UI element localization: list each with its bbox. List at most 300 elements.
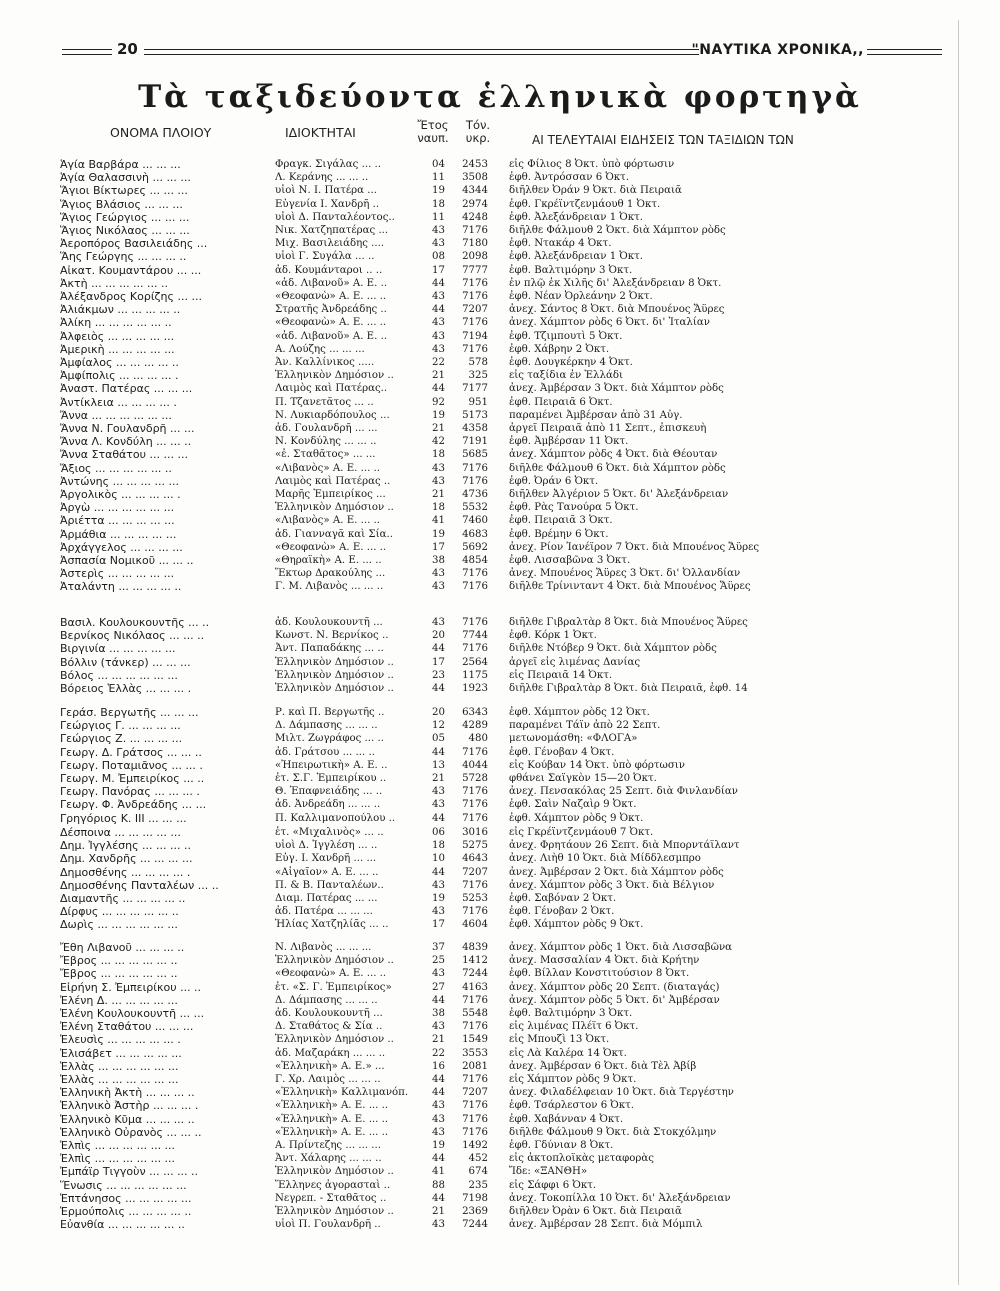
voyage-news: φθάνει Σαϊγκὸν 15—20 Ὀκτ. xyxy=(509,773,657,784)
build-year: 27 xyxy=(432,981,445,993)
tonnage: 2453 xyxy=(462,159,488,170)
voyage-news: ἐφθ. Λισσαβῶνα 3 Ὀκτ. xyxy=(509,555,631,566)
build-year: 13 xyxy=(432,759,445,771)
tonnage: 7207 xyxy=(462,866,488,878)
voyage-news: ἐφθ. Βαλτιμόρην 3 Ὀκτ. xyxy=(509,264,633,276)
ship-name: Ἄννα Ν. Γουλανδρῆ ... ... xyxy=(60,422,195,435)
header-rule-left xyxy=(62,49,112,55)
owner-name: Λαιμὸς καὶ Πατέρας.. xyxy=(275,383,388,395)
owner-name: ἀδ. Ἀνδρεάδη ... ... .. xyxy=(275,799,381,811)
owner-name: υἱοὶ Δ. Πανταλέοντος.. xyxy=(275,211,395,223)
table-row xyxy=(0,356,1000,369)
owner-name: «Λιβανὸς» Α. Ε. ... .. xyxy=(275,462,381,474)
ship-name: Γεώργιος Γ. ... ... ... ... xyxy=(60,719,181,733)
tonnage: 1412 xyxy=(462,955,488,967)
voyage-news: εἰς Λὰ Καλέρα 14 Ὀκτ. xyxy=(509,1047,627,1059)
build-year: 21 xyxy=(432,423,445,434)
owner-name: Δ. Δάμπασης ... ... .. xyxy=(275,720,378,732)
ship-name: Ἄννα Σταθάτου ... ... ... xyxy=(60,448,188,462)
table-row xyxy=(0,682,1000,695)
voyage-news: ἀνεχ. Χάμπτον ρὸδς 4 Ὀκτ. διὰ Θέουταν xyxy=(509,449,718,461)
owner-name: Ἀντ. Χάλαρης ... ... .. xyxy=(275,1153,382,1165)
tonnage: 7176 xyxy=(462,1113,488,1125)
magazine-title: "ΝΑΥΤΙΚΑ ΧΡΟΝΙΚΑ,, xyxy=(691,42,864,58)
table-row xyxy=(0,1179,1000,1192)
ship-name: Γεωργ. Φ. Ἀνδρεάδης ... ... xyxy=(60,798,207,812)
build-year: 43 xyxy=(432,617,445,628)
owner-name: ἐτ. Σ.Γ. Ἐμπειρίκου .. xyxy=(275,773,387,784)
build-year: 44 xyxy=(432,1153,445,1165)
owner-name: «ἀδ. Λιβανοῦ» Α. Ε. .. xyxy=(275,330,388,342)
build-year: 22 xyxy=(432,357,445,368)
tonnage: 2974 xyxy=(462,198,488,210)
build-year: 44 xyxy=(432,1192,445,1204)
page-number: 20 xyxy=(117,40,138,58)
build-year: 43 xyxy=(432,343,445,355)
build-year: 17 xyxy=(432,541,445,553)
voyage-news: ἐφθ. Πειραιᾶ 3 Ὀκτ. xyxy=(509,515,613,527)
table-row xyxy=(0,954,1000,967)
voyage-news: ἐφθ. Βρέμην 6 Ὀκτ. xyxy=(509,528,609,540)
tonnage: 7176 xyxy=(462,617,488,628)
ship-name: Ἕνωσις ... ... ... ... ... ... xyxy=(60,1178,187,1192)
ship-name: Ἅγιος Νικόλαος ... ... ... xyxy=(60,224,190,237)
owner-name: Εὐγ. Ι. Χανδρῆ ... ... xyxy=(275,853,377,865)
ship-name: Ἀργὼ ... ... ... ... ... ... xyxy=(60,501,175,515)
ship-name: Γεώργιος Ζ. ... ... ... ... xyxy=(60,732,183,746)
owner-name: Λαιμὸς καὶ Πατέρας .. xyxy=(275,475,391,487)
ship-name: Διαμαντῆς ... ... ... ... .. xyxy=(60,892,186,905)
build-year: 37 xyxy=(432,942,445,953)
voyage-news: ἀνεχ. Χάμπτον ρὸδς 5 Ὀκτ. δι' Ἀμβέρσαν xyxy=(509,994,720,1006)
tonnage: 7176 xyxy=(462,1021,488,1033)
voyage-news: ἐφθ. Κόρκ 1 Ὀκτ. xyxy=(509,630,597,642)
owner-name: Π. Καλλιμανοπούλου .. xyxy=(275,812,396,824)
table-row xyxy=(0,382,1000,395)
voyage-news: ἀνεχ. Χάμπτον ρὸδς 20 Σεπτ. (διαταγάς) xyxy=(509,981,720,993)
voyage-news: ἐφθ. Χάμπτον ρὸδς 9 Ὀκτ. xyxy=(509,812,644,824)
table-row xyxy=(0,879,1000,892)
table-row xyxy=(0,264,1000,277)
table-row xyxy=(0,746,1000,759)
owner-name: Διαμ. Πατέρας ... ... xyxy=(275,893,378,904)
voyage-news: διῆλθε Φάλμουθ 9 Ὀκτ. διὰ Στοκχόλμην xyxy=(509,1126,717,1138)
ship-name: Ἑλληνικὴ Ἀκτὴ ... ... ... .. xyxy=(60,1086,195,1100)
tonnage: 5173 xyxy=(462,409,488,421)
table-row xyxy=(0,812,1000,825)
table-row xyxy=(0,475,1000,488)
ship-name: Γεωργ. Πανόρας ... ... ... . xyxy=(60,785,200,799)
build-year: 11 xyxy=(432,172,445,184)
voyage-news: ἐφθ. Ὀράν 6 Ὀκτ. xyxy=(509,475,599,487)
ship-name: Ἀλφειὸς ... ... ... ... ... xyxy=(60,329,175,343)
voyage-news: ἐφθ. Ἀλεξάνδρειαν 1 Ὀκτ. xyxy=(509,211,644,223)
build-year: 22 xyxy=(432,1047,445,1059)
voyage-news: ἀνεχ. Ἀμβέρσαν 2 Ὀκτ. διὰ Χάμπτον ρὸδς xyxy=(509,866,724,878)
tonnage: 7176 xyxy=(462,581,488,593)
table-row xyxy=(0,580,1000,593)
table-row xyxy=(0,629,1000,642)
tonnage: 2081 xyxy=(462,1060,488,1072)
build-year: 21 xyxy=(432,773,445,784)
ship-name: Δίρφυς ... ... ... ... ... .. xyxy=(60,905,179,919)
build-year: 19 xyxy=(432,185,445,197)
owner-name: ἐτ. «Μιχαλινὸς» ... .. xyxy=(275,827,384,838)
table-row xyxy=(0,250,1000,263)
table-row xyxy=(0,826,1000,839)
tonnage: 951 xyxy=(468,396,488,408)
voyage-news: Ἴδε: «ΞΑΝΘΗ» xyxy=(509,1166,588,1178)
build-year: 44 xyxy=(432,866,445,878)
ship-name: Δημ. Χανδρῆς ... ... ... ... xyxy=(60,852,193,866)
build-year: 43 xyxy=(432,879,445,891)
voyage-news: ἀνεχ. Μπουένος Ἄϋρες 3 Ὀκτ. δι' Ὀλλανδίαν xyxy=(509,568,741,580)
table-row xyxy=(0,772,1000,785)
ship-name: Ἀντίκλεια ... ... ... ... . xyxy=(60,395,177,409)
tonnage: 7176 xyxy=(462,746,488,758)
table-row xyxy=(0,1165,1000,1178)
ship-name: Ἑλληνικὸ Ἀστὴρ ... ... ... . xyxy=(60,1099,199,1113)
voyage-news: εἰς Πειραιᾶ 14 Ὀκτ. xyxy=(509,669,613,681)
owner-name: «Θεοφανὼ» Α. Ε. ... .. xyxy=(275,291,387,302)
voyage-news: ἐφθ. Δουγκέρκην 4 Ὀκτ. xyxy=(509,357,633,368)
build-year: 06 xyxy=(432,827,445,838)
ship-name: Ἅγιος Γεώργιος ... ... ... xyxy=(60,210,190,224)
owner-name: «Ἑλληνικὴ» Α. Ε.» ... xyxy=(275,1060,385,1072)
tonnage: 7176 xyxy=(462,462,488,474)
voyage-news: εἰς Γκρέϊντζενμάουθ 7 Ὀκτ. xyxy=(509,827,654,838)
voyage-news: εἰς ταξίδια ἐν Ἑλλάδι xyxy=(509,370,623,382)
table-row xyxy=(0,732,1000,745)
table-row xyxy=(0,541,1000,554)
tonnage: 7176 xyxy=(462,475,488,487)
ship-name: Γεωργ. Ποταμιᾶνος ... ... . xyxy=(60,758,203,772)
build-year: 44 xyxy=(432,746,445,758)
owner-name: υἱοὶ Ν. Ι. Πατέρα ... xyxy=(275,185,377,197)
tonnage: 7244 xyxy=(462,1219,488,1231)
tonnage: 452 xyxy=(468,1153,488,1165)
ship-name: Ἀταλάντη ... ... ... ... .. xyxy=(60,580,182,594)
table-row xyxy=(0,422,1000,435)
ship-name: Δέσποινα ... ... ... ... ... xyxy=(60,826,181,839)
build-year: 19 xyxy=(432,409,445,421)
voyage-news: ἐφθ. Γδύνιαν 8 Ὀκτ. xyxy=(509,1140,614,1151)
build-year: 10 xyxy=(432,853,445,865)
table-row xyxy=(0,905,1000,918)
tonnage: 7176 xyxy=(462,1126,488,1138)
tonnage: 7176 xyxy=(462,343,488,355)
ship-name: Βασιλ. Κουλουκουντῆς ... .. xyxy=(60,616,210,629)
owner-name: Στρατῆς Ἀνδρεάδης .. xyxy=(275,304,387,316)
ship-name: Ἐλισάβετ ... ... ... ... ... xyxy=(60,1046,182,1060)
table-row xyxy=(0,1086,1000,1099)
build-year: 17 xyxy=(432,264,445,276)
column-header-ship: ΟΝΟΜΑ ΠΛΟΙΟΥ xyxy=(110,125,212,140)
build-year: 44 xyxy=(432,304,445,316)
ship-name: Ἔβρος ... ... ... ... ... .. xyxy=(60,954,178,968)
owner-name: ἀδ. Κουλουκουντῆ ... xyxy=(275,617,383,628)
tonnage: 7777 xyxy=(462,264,488,276)
owner-name: Μιλτ. Ζωγράφος ... .. xyxy=(275,733,384,745)
ship-name: Ἄννα ... ... ... ... ... ... xyxy=(60,408,172,422)
tonnage: 7194 xyxy=(462,330,488,342)
build-year: 43 xyxy=(432,786,445,798)
ship-name: Ἑρμούπολις ... ... ... ... .. xyxy=(60,1205,192,1218)
owner-name: Ἑλληνικὸν Δημόσιον .. xyxy=(275,1206,394,1217)
owner-name: Θ. Ἐπαφνειάδης ... .. xyxy=(275,786,383,798)
column-header-news: ΑΙ ΤΕΛΕΥΤΑΙΑΙ ΕΙΔΗΣΕΙΣ ΤΩΝ ΤΑΞΙΔΙΩΝ ΤΩΝ xyxy=(532,133,794,147)
running-header xyxy=(62,40,942,66)
voyage-news: ἐφθ. Σαὶν Ναζαὶρ 9 Ὀκτ. xyxy=(509,799,637,811)
voyage-news: ἀνεχ. Ρίον Ἰανέϊρον 7 Ὀκτ. διὰ Μπουένος Ἄϋρες xyxy=(509,541,760,553)
voyage-news: ἀνεχ. Ἀμβέρσαν 3 Ὀκτ. διὰ Χάμπτον ρὸδς xyxy=(509,383,724,395)
table-row xyxy=(0,1020,1000,1033)
build-year: 43 xyxy=(432,581,445,593)
tonnage: 7176 xyxy=(462,906,488,918)
build-year: 19 xyxy=(432,893,445,904)
ship-name: Βόλλιν (τάνκερ) ... ... ... xyxy=(60,655,191,669)
tonnage: 3016 xyxy=(462,827,488,838)
voyage-news: ἐφθ. Σαβόναν 2 Ὀκτ. xyxy=(509,893,617,904)
owner-name: ἀδ. Κουμάνταροι .. .. xyxy=(275,264,383,276)
build-year: 43 xyxy=(432,330,445,342)
owner-name: Ρ. καὶ Π. Βεργωτῆς .. xyxy=(275,707,385,718)
voyage-news: ἀνεχ. Χάμπτον ρὸδς 6 Ὀκτ. δι' Ἰταλίαν xyxy=(509,317,710,329)
voyage-news: ἀνεχ. Φρητάουν 26 Σεπτ. διὰ Μπορντάϊλαντ xyxy=(509,840,740,852)
tonnage: 1923 xyxy=(462,683,488,694)
build-year: 44 xyxy=(432,643,445,655)
tonnage: 7176 xyxy=(462,799,488,811)
voyage-news: διῆλθε Ντόβερ 9 Ὀκτ. διὰ Χάμπτον ρὸδς xyxy=(509,643,717,655)
voyage-news: ἐφθ. Χαβάνναν 4 Ὀκτ. xyxy=(509,1113,624,1125)
build-year: 38 xyxy=(432,1008,445,1019)
table-row xyxy=(0,330,1000,343)
owner-name: «Θεοφανὼ» Α. Ε. ... .. xyxy=(275,317,387,329)
build-year: 43 xyxy=(432,1113,445,1125)
owner-name: ἀδ. Γράτσου ... ... .. xyxy=(275,746,375,758)
owner-name: Γ. Μ. Λιβανὸς ... ... .. xyxy=(275,581,384,593)
owner-name: Ν. Κονδύλης ... ... .. xyxy=(275,436,377,448)
voyage-news: εἰς λιμένας Πλέϊτ 6 Ὀκτ. xyxy=(509,1021,639,1033)
column-header-year: Ἔτος ναυπ. xyxy=(417,118,449,145)
owner-name: Κωνστ. Ν. Βερνίκος .. xyxy=(275,630,389,642)
build-year: 44 xyxy=(432,1087,445,1099)
owner-name: ἀδ. Γουλανδρῆ ... ... xyxy=(275,423,378,434)
owner-name: Ἑλληνικὸν Δημόσιον .. xyxy=(275,370,394,382)
ship-name: Ἀλίκη ... ... ... ... ... .. xyxy=(60,316,172,330)
table-row xyxy=(0,514,1000,527)
build-year: 18 xyxy=(432,502,445,514)
voyage-news: μετωνομάσθη: «ΦΛΟΓΑ» xyxy=(509,733,638,745)
tonnage: 480 xyxy=(468,733,488,745)
voyage-news: ἐφθ. Γκρέϊντζενμάουθ 1 Ὀκτ. xyxy=(509,198,661,210)
table-row xyxy=(0,184,1000,197)
voyage-news: εἰς Μπουζὶ 13 Ὀκτ. xyxy=(509,1034,610,1046)
ship-name: Ἀμερικὴ ... ... ... ... ... xyxy=(60,342,175,356)
voyage-news: ἀνεχ. Ἀμβέρσαν 6 Ὀκτ. διὰ Τὲλ Ἀβίβ xyxy=(509,1060,697,1072)
build-year: 43 xyxy=(432,968,445,980)
table-row xyxy=(0,1047,1000,1060)
column-header-tons: Τόν. υκρ. xyxy=(465,118,491,145)
tonnage: 7176 xyxy=(462,317,488,329)
tonnage: 4736 xyxy=(462,489,488,500)
owner-name: Νεγρεπ. - Σταθᾶτος .. xyxy=(275,1192,387,1204)
voyage-news: ἀργεῖ εἰς λιμένας Δανίας xyxy=(509,656,641,668)
build-year: 17 xyxy=(432,656,445,668)
build-year: 43 xyxy=(432,225,445,236)
build-year: 43 xyxy=(432,1219,445,1231)
table-row xyxy=(0,224,1000,237)
ship-name: Ἐλευσὶς ... ... ... ... ... . xyxy=(60,1033,181,1047)
build-year: 16 xyxy=(432,1060,445,1072)
tonnage: 7176 xyxy=(462,786,488,798)
tonnage: 7176 xyxy=(462,1100,488,1112)
table-row xyxy=(0,616,1000,629)
owner-name: Ν. Λιβανὸς ... ... ... xyxy=(275,942,372,953)
table-row xyxy=(0,409,1000,422)
ship-name: Δημ. Ἰγγλέσης ... ... ... .. xyxy=(60,839,191,853)
tonnage: 7180 xyxy=(462,238,488,250)
tonnage: 7176 xyxy=(462,643,488,655)
build-year: 21 xyxy=(432,1034,445,1046)
voyage-news: παραμένει Ἀμβέρσαν ἀπὸ 31 Αὐγ. xyxy=(509,409,683,421)
voyage-news: ἐφθ. Τζιμπουτὶ 5 Ὀκτ. xyxy=(509,330,623,342)
build-year: 43 xyxy=(432,1126,445,1138)
table-row xyxy=(0,303,1000,316)
build-year: 44 xyxy=(432,383,445,395)
tonnage: 3508 xyxy=(462,172,488,184)
build-year: 43 xyxy=(432,317,445,329)
ship-name: Ἀλέξανδρος Κορίζης ... ... xyxy=(60,290,202,303)
build-year: 25 xyxy=(432,955,445,967)
voyage-news: διῆλθε Φάλμουθ 2 Ὀκτ. διὰ Χάμπτον ρὸδς xyxy=(509,225,726,236)
ship-name: Ἐλένη Σταθάτου ... ... ... xyxy=(60,1020,194,1034)
table-row xyxy=(0,1205,1000,1218)
table-row xyxy=(0,656,1000,669)
ship-name: Ἁγία Θαλασσινὴ ... ... ... xyxy=(60,171,191,185)
table-row xyxy=(0,1126,1000,1139)
owner-name: Ἑλληνικὸν Δημόσιον .. xyxy=(275,656,394,668)
table-row xyxy=(0,839,1000,852)
owner-name: υἱοὶ Δ. Ἰγγλέση ... .. xyxy=(275,840,378,852)
ship-name: Γεωργ. Δ. Γράτσος ... ... .. xyxy=(60,745,202,759)
ship-name: Ἀσπασία Νομικοῦ ... ... .. xyxy=(60,554,194,567)
table-row xyxy=(0,316,1000,329)
voyage-news: ἀργεῖ Πειραιᾶ ἀπὸ 11 Σεπτ., ἐπισκευὴ xyxy=(509,423,707,434)
ship-name: Ἀεροπόρος Βασιλειάδης ... xyxy=(60,237,208,251)
voyage-news: ἐφθ. Βίλλαν Κονστιτούσιον 8 Ὀκτ. xyxy=(509,968,690,980)
owner-name: Ἑλληνικὸν Δημόσιον .. xyxy=(275,502,394,514)
ship-name: Ἐλπὶς ... ... ... ... ... ... xyxy=(60,1152,176,1166)
table-row xyxy=(0,158,1000,171)
table-row xyxy=(0,290,1000,303)
table-row xyxy=(0,642,1000,655)
ship-name: Ἄννα Λ. Κονδύλη ... ... .. xyxy=(60,435,192,449)
ship-name: Ἀριέττα ... ... ... ... ... xyxy=(60,514,175,528)
table-row xyxy=(0,669,1000,682)
tonnage: 7176 xyxy=(462,812,488,824)
tonnage: 6343 xyxy=(462,707,488,718)
owner-name: «Θηραϊκὴ» Α. Ε. ... .. xyxy=(275,555,382,566)
voyage-news: ἐφθ. Γένοβαν 4 Ὀκτ. xyxy=(509,746,615,758)
table-row xyxy=(0,866,1000,879)
voyage-news: ἐφθ. Τσάρλεστον 6 Ὀκτ. xyxy=(509,1100,635,1112)
owner-name: Ἑλληνικὸν Δημόσιον .. xyxy=(275,955,394,967)
voyage-news: ἐφθ. Χάμπτον ρὸδς 9 Ὀκτ. xyxy=(509,919,644,931)
voyage-news: ἐφθ. Ἀλεξάνδρειαν 1 Ὀκτ. xyxy=(509,251,644,263)
tonnage: 1175 xyxy=(462,669,488,681)
voyage-news: ἀνεχ. Χάμπτον ρὸδς 1 Ὀκτ. διὰ Λισσαβῶνα xyxy=(509,942,733,953)
owner-name: «Θεοφανὼ» Α. Ε. ... .. xyxy=(275,541,387,553)
owner-name: Α. Πρίντεζης ... ... ... xyxy=(275,1140,381,1151)
voyage-news: ἐφθ. Ντακάρ 4 Ὀκτ. xyxy=(509,238,612,250)
build-year: 18 xyxy=(432,449,445,461)
build-year: 20 xyxy=(432,707,445,718)
build-year: 44 xyxy=(432,812,445,824)
tonnage: 2564 xyxy=(462,656,488,668)
build-year: 44 xyxy=(432,1074,445,1085)
table-row xyxy=(0,369,1000,382)
tonnage: 7207 xyxy=(462,304,488,316)
table-row xyxy=(0,277,1000,290)
voyage-news: ἐφθ. Βαλτιμόρην 3 Ὀκτ. xyxy=(509,1008,633,1019)
ship-name: Ἐμπάϊρ Τιγγοὺν ... ... ... .. xyxy=(60,1165,199,1179)
build-year: 43 xyxy=(432,568,445,580)
voyage-news: ἀνεχ. Μασσαλίαν 4 Ὀκτ. διὰ Κρήτην xyxy=(509,955,700,967)
table-row xyxy=(0,567,1000,580)
ship-name: Ἀκτὴ ... ... ... ... ... .. xyxy=(60,276,169,290)
owner-name: «Ἑλληνικὴ» Καλλιμανόπ. xyxy=(275,1087,409,1099)
tonnage: 3553 xyxy=(462,1047,488,1059)
voyage-news: εἰς Σάφφι 6 Ὀκτ. xyxy=(509,1179,597,1191)
build-year: 21 xyxy=(432,489,445,500)
table-row xyxy=(0,798,1000,811)
build-year: 21 xyxy=(432,1206,445,1217)
owner-name: Π. & Β. Πανταλέων.. xyxy=(275,879,384,891)
owner-name: Νικ. Χατζηπατέρας ... xyxy=(275,225,389,236)
ship-name: Εἰρήνη Σ. Ἐμπειρίκου ... .. xyxy=(60,980,202,994)
table-row xyxy=(0,994,1000,1007)
build-year: 38 xyxy=(432,555,445,566)
tonnage: 4854 xyxy=(462,555,488,566)
voyage-news: διῆλθε Γιβραλτὰρ 8 Ὀκτ. διὰ Πειραιᾶ, ἐφθ. 14 xyxy=(509,683,748,694)
voyage-news: ἀνεχ. Λιὴθ 10 Ὀκτ. διὰ Μίδδλεσμπρο xyxy=(509,853,701,865)
tonnage: 7744 xyxy=(462,630,488,642)
table-row xyxy=(0,1152,1000,1165)
ship-name: Εὐανθία ... ... ... ... ... .. xyxy=(60,1218,185,1232)
owner-name: «Ἑλληνικὴ» Α. Ε. ... .. xyxy=(275,1126,389,1138)
voyage-news: ἀνεχ. Πενσακόλας 25 Σεπτ. διὰ Φινλανδίαν xyxy=(509,786,738,798)
voyage-news: ἀνεχ. Τοκοπίλλα 10 Ὀκτ. δι' Ἀλεξάνδρειαν xyxy=(509,1192,731,1204)
owner-name: υἱοὶ Γ. Συγάλα ... .. xyxy=(275,251,375,263)
voyage-news: ἀνεχ. Χάμπτον ρὸδς 3 Ὀκτ. διὰ Βέλγιον xyxy=(509,879,715,891)
voyage-news: ἐφθ. Ἀμβέρσαν 11 Ὀκτ. xyxy=(509,436,629,448)
tonnage: 5728 xyxy=(462,773,488,784)
ship-name: Ἔθη Λιβανοῦ ... ... ... .. xyxy=(60,941,185,954)
table-row xyxy=(0,501,1000,514)
tonnage: 2098 xyxy=(462,251,488,263)
build-year: 43 xyxy=(432,1021,445,1033)
owner-name: Ἑλληνικὸν Δημόσιον .. xyxy=(275,1166,394,1178)
build-year: 08 xyxy=(432,251,445,263)
table-row xyxy=(0,462,1000,475)
build-year: 05 xyxy=(432,733,445,745)
tonnage: 5685 xyxy=(462,449,488,461)
ship-name: Ἑλλὰς ... ... ... ... ... ... xyxy=(60,1073,179,1086)
build-year: 12 xyxy=(432,720,445,732)
ship-name: Ἄξιος ... ... ... ... ... .. xyxy=(60,461,172,475)
table-row xyxy=(0,981,1000,994)
